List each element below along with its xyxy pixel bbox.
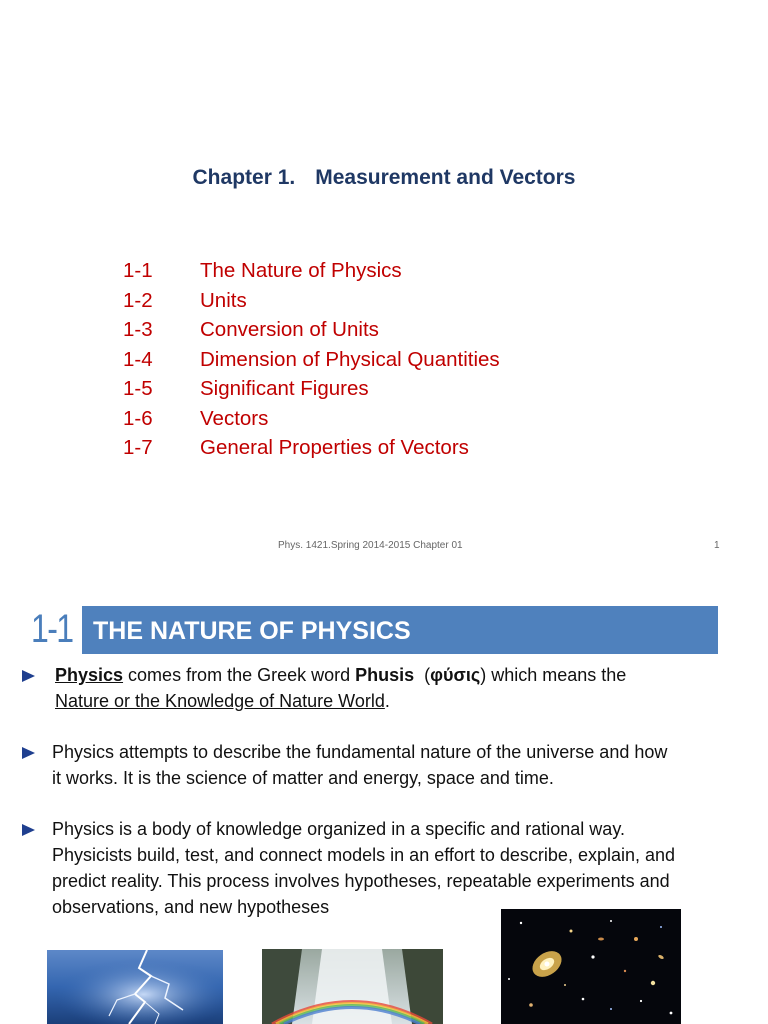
toc-item (123, 315, 500, 345)
lightning-image (47, 950, 223, 1024)
bullet-arrow-icon (22, 670, 35, 682)
bullet-arrow-icon (22, 747, 35, 759)
toc-item (123, 404, 500, 434)
toc-number: 1-4 (123, 347, 153, 371)
toc-item (123, 374, 500, 404)
bullet-arrow-icon (22, 824, 35, 836)
term-phusis: Phusis (355, 665, 415, 685)
toc-number: 1-3 (123, 318, 153, 341)
toc-label: General Properties of Vectors (200, 436, 469, 459)
toc-label: Units (200, 288, 247, 312)
toc-number: 1-5 (123, 377, 153, 400)
chapter-number: Chapter 1. (192, 166, 296, 189)
toc-label: Vectors (200, 406, 269, 430)
bullet-text: which means the (486, 665, 627, 685)
toc-number: 1-6 (123, 406, 153, 430)
toc-label: Conversion of Units (200, 318, 379, 341)
chapter-name: Measurement and Vectors (315, 166, 576, 189)
nature-definition: Nature or the Knowledge of Nature World (55, 691, 385, 711)
toc-label: Dimension of Physical Quantities (200, 347, 500, 371)
toc-item (123, 286, 500, 316)
greek-word: φύσις (430, 665, 481, 685)
section-number: 1-1 (31, 607, 73, 651)
bullet-text: Physicists build, test, and connect models in an effort to describe, explain, and (52, 845, 676, 865)
bullet-text: observations, and new hypotheses (52, 897, 330, 917)
bullet-text: comes from the Greek word (123, 665, 356, 685)
waterfall-rainbow-image (262, 949, 443, 1024)
toc-label: The Nature of Physics (200, 259, 402, 282)
table-of-contents (123, 256, 500, 463)
bullet-text: . (384, 691, 390, 711)
term-physics: Physics (55, 665, 124, 685)
bullet-text: predict reality. This process involves hypotheses, repeatable experiments and (52, 871, 670, 891)
toc-item (123, 256, 500, 286)
toc-item (123, 345, 500, 375)
section-banner (82, 606, 718, 654)
page-number: 1 (714, 540, 720, 551)
toc-number: 1-7 (123, 436, 153, 459)
bullet-text: it works. It is the science of matter and energy, space and time. (52, 768, 554, 788)
section-title: THE NATURE OF PHYSICS (93, 617, 411, 645)
toc-label: Significant Figures (200, 377, 369, 400)
slide-footer: Phys. 1421.Spring 2014-2015 Chapter 01 (278, 540, 463, 551)
bullet-text: Physics is a body of knowledge organized in a specific and rational way. (52, 819, 625, 839)
toc-number: 1-2 (123, 288, 153, 312)
bullet-text: Physics attempts to describe the fundamental nature of the universe and how (52, 742, 668, 762)
toc-item (123, 433, 500, 463)
toc-number: 1-1 (123, 259, 153, 282)
chapter-title (0, 166, 768, 190)
galaxy-deep-field-image (501, 909, 681, 1024)
